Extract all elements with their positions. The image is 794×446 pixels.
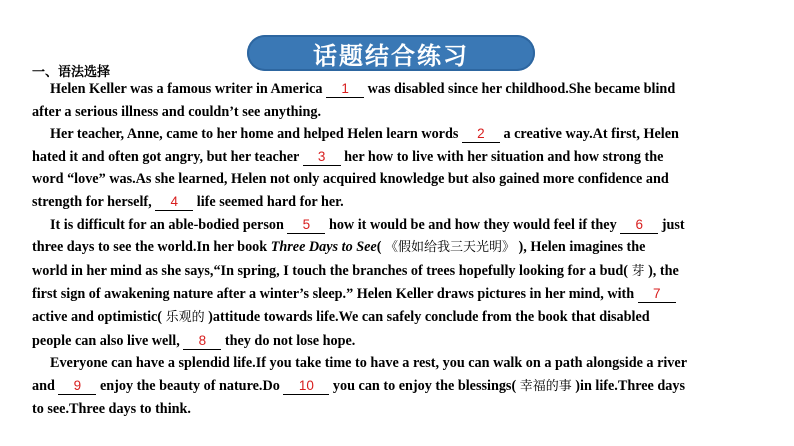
p1-line2: after a serious illness and couldn’t see anything. [32,103,322,120]
blank-2: 2 [462,125,500,143]
blank-4: 4 [155,193,193,211]
p1-line1: Helen Keller was a famous writer in America 1 was disabled since her childhood.She became blind [50,81,676,97]
p4-line3: to see.Three days to think. [32,401,191,418]
book-title: Three Days to See [270,239,377,256]
blank-9: 9 [58,377,96,395]
p3-line2: three days to see the world.In her book Three Days to See( 《假如给我三天光明》 ), Helen imagines the [32,239,646,256]
p2-line1: Her teacher, Anne, came to her home and helped Helen learn words 2 a creative way.At first, Helen [50,126,679,143]
banner-title: 话题结合练习 [313,41,469,70]
blank-1: 1 [326,80,364,98]
book-title-cn: 《假如给我三天光明》 [384,240,515,256]
p2-line3: word “love” was.As she learned, Helen not only acquired knowledge but also gained more confidence and [32,171,669,188]
p2-line4: strength for herself, 4 life seemed hard for her. [32,193,344,210]
p3-line1: It is difficult for an able-bodied person 5 how it would be and how they would feel if they 6 just [50,216,685,233]
gloss-optimistic: 乐观的 [165,309,205,325]
blank-6: 6 [620,216,658,234]
passage [32,78,772,421]
blank-5: 5 [287,216,325,234]
blank-8: 8 [183,332,221,350]
p4-line2: and 9 enjoy the beauty of nature.Do 10 you can to enjoy the blessings( 幸福的事 )in life.Three days [32,377,685,394]
topic-banner [247,35,535,71]
blank-3: 3 [303,148,341,166]
p2-line2: hated it and often got angry, but her teacher 3 her how to live with her situation and how strong the [32,148,664,165]
p3-line6: people can also live well, 8 they do not lose hope. [32,332,356,349]
section-title: 一、语法选择 [32,65,111,80]
gloss-blessings: 幸福的事 [519,378,572,394]
p3-line3: world in her mind as she says,“In spring, I touch the branches of trees hopefully looking for a bud( 芽 ), the [32,262,679,279]
gloss-bud: 芽 [631,263,645,279]
p3-line4: first sign of awakening nature after a winter’s sleep.” Helen Keller draws pictures in her mind, with 7 [32,283,772,306]
blank-10: 10 [283,377,329,395]
blank-7: 7 [638,285,676,303]
p4-line1: Everyone can have a splendid life.If you take time to have a rest, you can walk on a path alongside a river [50,355,687,372]
p3-line5: active and optimistic( 乐观的 )attitude towards life.We can safely conclude from the book that disabled [32,308,650,325]
